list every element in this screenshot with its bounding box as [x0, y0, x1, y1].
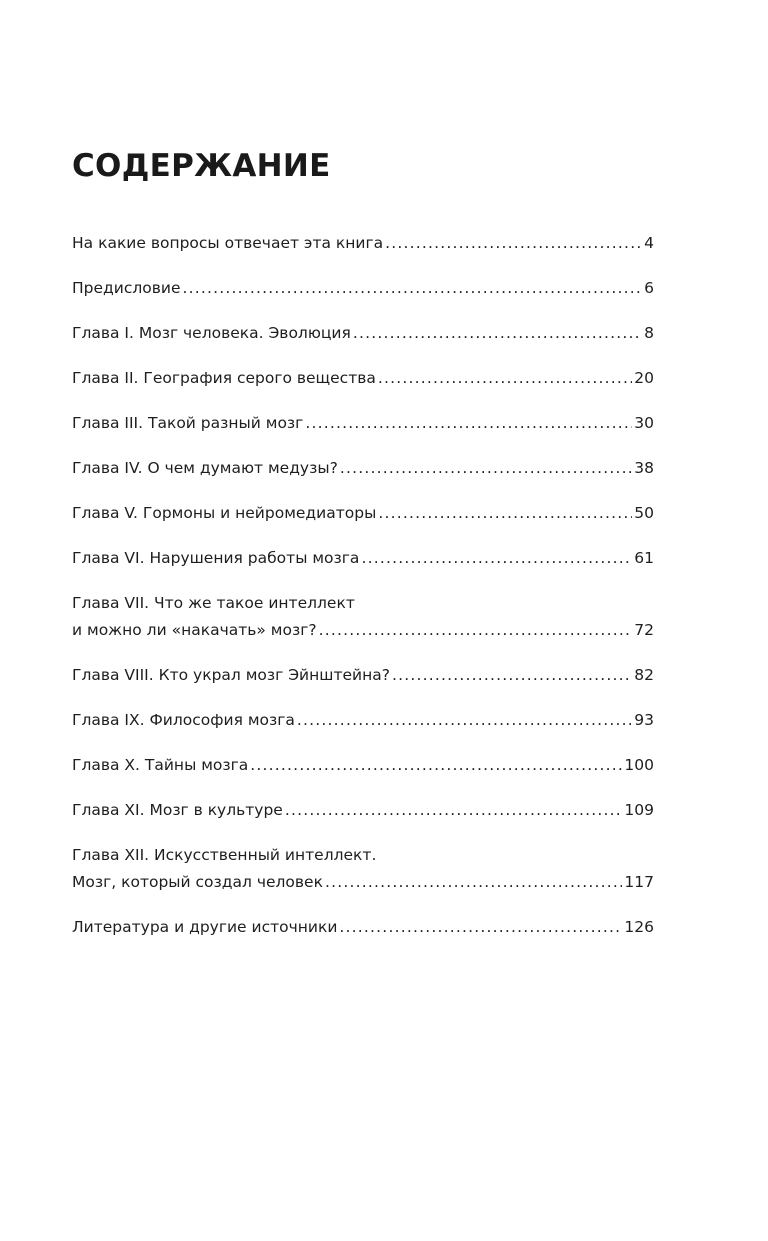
toc-page-number: 109 — [624, 801, 654, 819]
dot-leader — [325, 869, 622, 896]
toc-entry-title: На какие вопросы отвечает эта книга — [72, 234, 384, 252]
dot-leader — [385, 230, 642, 257]
dot-leader — [378, 500, 632, 527]
dot-leader — [305, 410, 632, 437]
toc-entry-title: Глава III. Такой разный мозг — [72, 414, 304, 432]
toc-entry-title-line1: Глава VII. Что же такое интеллект — [72, 594, 355, 612]
dot-leader — [361, 545, 632, 572]
dot-leader — [339, 914, 622, 941]
toc-entry[interactable] — [72, 590, 654, 644]
toc-page-number: 4 — [644, 234, 654, 252]
toc-page-number: 72 — [634, 621, 654, 639]
dot-leader — [392, 662, 632, 689]
toc-entry[interactable] — [72, 230, 654, 257]
toc-entry-title-line1: Глава XII. Искусственный интеллект. — [72, 846, 377, 864]
dot-leader — [353, 320, 642, 347]
toc-entry[interactable] — [72, 455, 654, 482]
toc-entry-title: Глава II. География серого вещества — [72, 369, 376, 387]
toc-page-number: 126 — [624, 918, 654, 936]
dot-leader — [285, 797, 623, 824]
toc-entry[interactable] — [72, 365, 654, 392]
toc-entry-title: Литература и другие источники — [72, 918, 338, 936]
toc-entry[interactable] — [72, 320, 654, 347]
toc-entry[interactable] — [72, 500, 654, 527]
dot-leader — [297, 707, 632, 734]
toc-page-number: 50 — [634, 504, 654, 522]
toc-entry-title: и можно ли «накачать» мозг? — [72, 621, 317, 639]
toc-page-number: 100 — [624, 756, 654, 774]
dot-leader — [319, 617, 633, 644]
toc-entry[interactable] — [72, 914, 654, 941]
toc-entry[interactable] — [72, 797, 654, 824]
dot-leader — [378, 365, 632, 392]
toc-page-number: 82 — [634, 666, 654, 684]
toc-entry[interactable] — [72, 707, 654, 734]
toc-entry[interactable] — [72, 275, 654, 302]
toc-page-number: 61 — [634, 549, 654, 567]
toc-entry-title: Глава X. Тайны мозга — [72, 756, 249, 774]
toc-entry-title: Глава VI. Нарушения работы мозга — [72, 549, 360, 567]
toc-entry-title: Мозг, который создал человек — [72, 873, 323, 891]
toc-entry-title: Глава I. Мозг человека. Эволюция — [72, 324, 351, 342]
toc-entry[interactable] — [72, 410, 654, 437]
toc-page-number: 93 — [634, 711, 654, 729]
toc-entry[interactable] — [72, 662, 654, 689]
page-title: СОДЕРЖАНИЕ — [72, 148, 331, 184]
toc-page-number: 20 — [634, 369, 654, 387]
toc-page-number: 30 — [634, 414, 654, 432]
toc-entry-title: Предисловие — [72, 279, 181, 297]
toc-entry-title: Глава VIII. Кто украл мозг Эйнштейна? — [72, 666, 390, 684]
toc-entry-title: Глава IX. Философия мозга — [72, 711, 295, 729]
toc-page-number: 6 — [644, 279, 654, 297]
toc-entry-title: Глава IV. О чем думают медузы? — [72, 459, 338, 477]
toc-entry-title: Глава XI. Мозг в культуре — [72, 801, 283, 819]
toc-entry-title: Глава V. Гормоны и нейромедиаторы — [72, 504, 377, 522]
dot-leader — [250, 752, 622, 779]
toc-entry[interactable] — [72, 545, 654, 572]
toc-page-number: 117 — [624, 873, 654, 891]
toc-entry[interactable] — [72, 842, 654, 896]
dot-leader — [340, 455, 632, 482]
toc-page-number: 38 — [634, 459, 654, 477]
toc-entry[interactable] — [72, 752, 654, 779]
toc-page-number: 8 — [644, 324, 654, 342]
table-of-contents — [72, 230, 654, 959]
dot-leader — [182, 275, 642, 302]
